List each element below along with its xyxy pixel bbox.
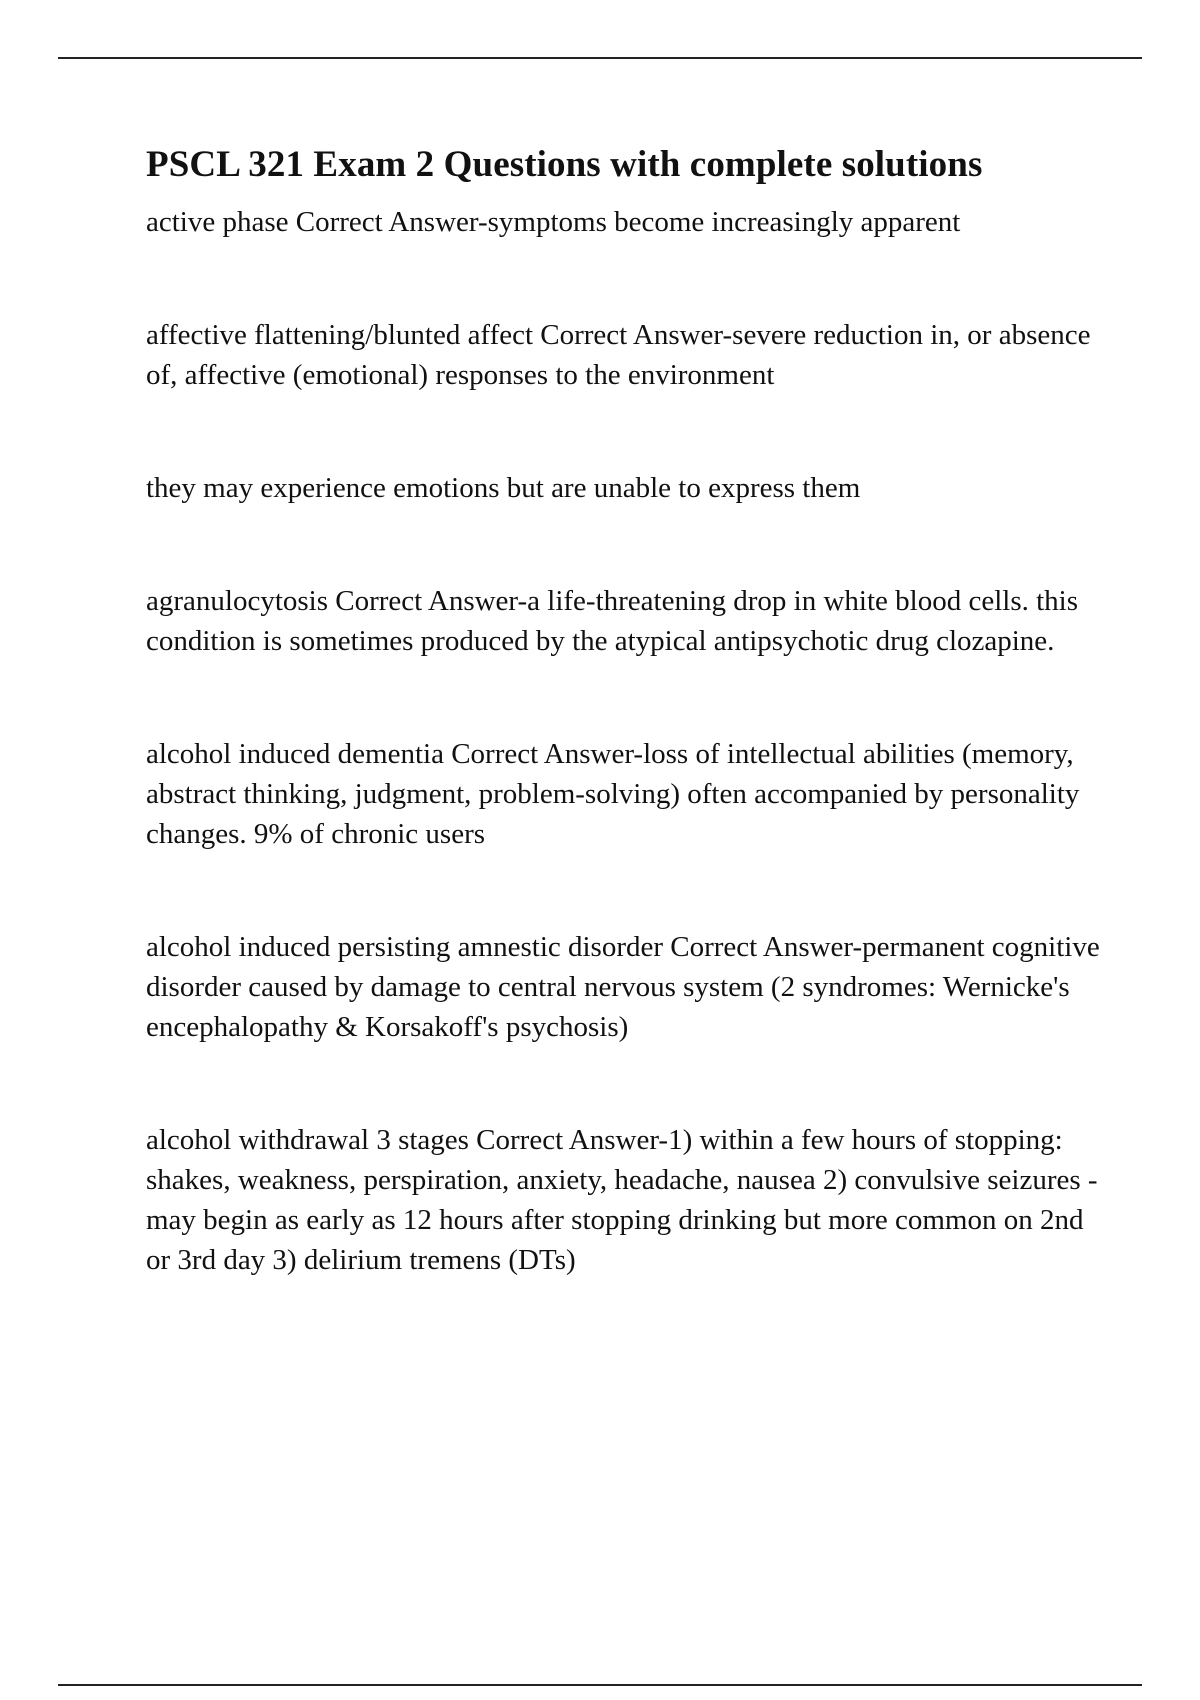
qa-entry-alcohol-dementia: alcohol induced dementia Correct Answer-loss of intellectual abilities (memory, abstract thinking, judgment, problem-solving) often accompanied by personality changes. 9% of chronic users (146, 738, 1080, 851)
document-title: PSCL 321 Exam 2 Questions with complete solutions (146, 144, 983, 185)
qa-entry-agranulocytosis: agranulocytosis Correct Answer-a life-threatening drop in white blood cells. this condition is sometimes produced by the atypical antipsychotic drug clozapine. (146, 585, 1079, 658)
document-body (146, 142, 1101, 1280)
qa-entry-active-phase: active phase Correct Answer-symptoms become increasingly apparent (146, 206, 961, 239)
bottom-rule (58, 1684, 1142, 1686)
qa-entry-affective-note: they may experience emotions but are unable to express them (146, 472, 861, 505)
qa-entry-affective-flattening: affective flattening/blunted affect Correct Answer-severe reduction in, or absence of, affective (emotional) responses to the environment (146, 319, 1091, 392)
qa-entry-alcohol-withdrawal: alcohol withdrawal 3 stages Correct Answer-1) within a few hours of stopping: shakes, weakness, perspiration, anxiety, headache, nausea 2) convulsive seizures - may begin as early as 12 hours after stopping drinking but more common on 2nd or 3rd day 3) delirium tremens (DTs) (146, 1124, 1098, 1277)
qa-entry-alcohol-amnestic: alcohol induced persisting amnestic disorder Correct Answer-permanent cognitive disorder caused by damage to central nervous system (2 syndromes: Wernicke's encephalopathy & Korsakoff's psychosis) (146, 931, 1100, 1044)
top-rule (58, 57, 1142, 59)
